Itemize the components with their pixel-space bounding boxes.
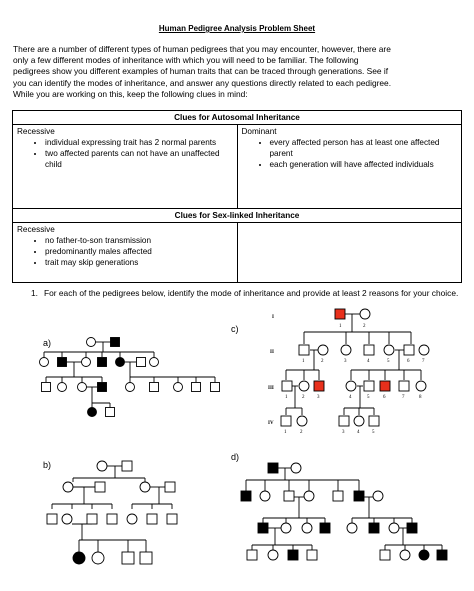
question-text: For each of the pedigrees below, identify the mode of inheritance and provide at least 2 reasons for your choice. (44, 288, 459, 298)
individual-number: 5 (372, 430, 375, 435)
pedigree-female-affected (116, 358, 125, 367)
individual-number: 7 (422, 359, 425, 364)
individual-number: 1 (302, 359, 305, 364)
intro-line: you can identify the modes of inheritance, and answer any questions directly related to each pedigree. (13, 77, 392, 88)
pedigree-male (339, 416, 349, 426)
pedigree-female (78, 383, 87, 392)
pedigree-b-label: b) (43, 460, 52, 470)
pedigree-female (347, 523, 357, 533)
pedigree-male-affected (241, 491, 251, 501)
pedigree-male-affected (437, 550, 447, 560)
pedigree-female (62, 514, 72, 524)
sexlinked-header: Clues for Sex-linked Inheritance (13, 209, 462, 223)
individual-number: 3 (342, 430, 345, 435)
generation-label: II (270, 350, 274, 355)
pedigree-male (380, 550, 390, 560)
pedigree-male (364, 381, 374, 391)
generation-label: IV (268, 421, 274, 426)
pedigree-female (87, 338, 96, 347)
pedigree-male (107, 514, 117, 524)
pedigree-female (373, 491, 383, 501)
pedigree-c-label: c) (231, 324, 239, 334)
clue-item: • two affected parents can not have an unaffected child (45, 148, 233, 170)
pedigree-female (63, 482, 73, 492)
individual-number: 4 (357, 430, 360, 435)
autosomal-header: Clues for Autosomal Inheritance (13, 111, 462, 125)
pedigree-b (47, 461, 177, 564)
pedigree-female (400, 550, 410, 560)
pedigree-female (318, 345, 328, 355)
pedigree-female (384, 345, 394, 355)
individual-number: 4 (349, 395, 352, 400)
generation-label: I (272, 315, 274, 320)
pedigree-male-affected (98, 358, 107, 367)
clue-item: • individual expressing trait has 2 normal parents (45, 137, 233, 148)
clue-item: • predominantly males affected (45, 246, 233, 257)
individual-number: 2 (300, 430, 303, 435)
pedigree-male-affected (369, 523, 379, 533)
pedigree-female (127, 514, 137, 524)
pedigree-male-affected (380, 381, 390, 391)
clue-item: • trait may skip generations (45, 257, 233, 268)
pedigree-female (299, 381, 309, 391)
pedigree-female (92, 552, 104, 564)
individual-number: 2 (363, 324, 366, 329)
pedigree-female (82, 358, 91, 367)
pedigree-female (126, 383, 135, 392)
pedigree-male (247, 550, 257, 560)
pedigree-male-affected (407, 523, 417, 533)
pedigree-female (260, 491, 270, 501)
pedigree-male (47, 514, 57, 524)
individual-number: 8 (419, 395, 422, 400)
pedigree-female (268, 550, 278, 560)
clue-item: • each generation will have affected individuals (270, 159, 458, 170)
pedigree-female (360, 309, 370, 319)
pedigree-male (192, 383, 201, 392)
intro-line: There are a number of different types of human pedigrees that you may encounter, however, there are (13, 44, 391, 54)
individual-number: 5 (387, 359, 390, 364)
individual-number: 1 (339, 324, 342, 329)
pedigree-male (364, 345, 374, 355)
pedigree-female-affected (419, 550, 429, 560)
pedigree-male-affected (354, 491, 364, 501)
pedigree-d-label: d) (231, 452, 240, 462)
pedigree-male (167, 514, 177, 524)
individual-number: 3 (317, 395, 320, 400)
individual-number: 6 (383, 395, 386, 400)
pedigree-male (284, 491, 294, 501)
pedigree-female (304, 491, 314, 501)
pedigree-female (291, 463, 301, 473)
intro-line: pedigrees show you different examples of human traits that can be traced through generations. See if (13, 66, 389, 77)
pedigree-male (122, 552, 134, 564)
pedigree-female (150, 358, 159, 367)
individual-number: 7 (402, 395, 405, 400)
clue-item: • no father-to-son transmission (45, 235, 233, 246)
sexlinked-recessive-title: Recessive (17, 225, 55, 234)
pedigree-a-label: a) (43, 338, 52, 348)
individual-number: 1 (284, 430, 287, 435)
pedigree-male (95, 482, 105, 492)
pedigree-male (42, 383, 51, 392)
individual-number: 4 (367, 359, 370, 364)
pedigree-male-affected (314, 381, 324, 391)
pedigree-female (416, 381, 426, 391)
pedigree-female-affected (73, 552, 85, 564)
question-number: 1. (31, 288, 38, 298)
pedigree-male (281, 416, 291, 426)
pedigree-male (333, 491, 343, 501)
pedigree-male-affected (58, 358, 67, 367)
pedigree-female (140, 482, 150, 492)
pedigree-female (302, 523, 312, 533)
pedigree-female (97, 461, 107, 471)
pedigree-male-affected (320, 523, 330, 533)
intro-line: While you are working on this, keep the following clues in mind: (13, 88, 248, 99)
pedigree-male (399, 381, 409, 391)
autosomal-dominant-title: Dominant (241, 127, 277, 136)
pedigree-male (369, 416, 379, 426)
individual-number: 2 (321, 359, 324, 364)
pedigree-female (40, 358, 49, 367)
pedigree-male (150, 383, 159, 392)
pedigree-male (137, 358, 146, 367)
pedigree-female (341, 345, 351, 355)
pedigree-female (419, 345, 429, 355)
generation-label: III (268, 386, 274, 391)
pedigree-c (281, 309, 429, 426)
pedigree-male-affected (98, 383, 107, 392)
pedigree-male-affected (258, 523, 268, 533)
individual-number: 2 (302, 395, 305, 400)
pedigree-female (297, 416, 307, 426)
pedigree-male (147, 514, 157, 524)
page-title: Human Pedigree Analysis Problem Sheet (158, 24, 316, 33)
pedigree-female (354, 416, 364, 426)
intro-line: only a few different modes of inheritance with which you will need to be familiar. The following (13, 55, 359, 66)
individual-number: 1 (285, 395, 288, 400)
pedigree-male (211, 383, 220, 392)
pedigree-d (241, 463, 447, 560)
individual-number: 6 (407, 359, 410, 364)
pedigree-female (174, 383, 183, 392)
individual-number: 3 (344, 359, 347, 364)
pedigree-male-affected (111, 338, 120, 347)
pedigree-female (346, 381, 356, 391)
clue-item: • every affected person has at least one affected parent (270, 137, 458, 159)
individual-number: 5 (367, 395, 370, 400)
pedigree-male (282, 381, 292, 391)
pedigree-male-affected (335, 309, 345, 319)
pedigree-male (87, 514, 97, 524)
pedigree-male-affected (288, 550, 298, 560)
pedigree-male (165, 482, 175, 492)
pedigree-female (281, 523, 291, 533)
pedigree-female (389, 523, 399, 533)
pedigree-female-affected (88, 408, 97, 417)
pedigree-a (40, 338, 220, 417)
pedigree-male (404, 345, 414, 355)
pedigree-male (140, 552, 152, 564)
autosomal-recessive-title: Recessive (17, 127, 55, 136)
pedigree-male (122, 461, 132, 471)
pedigree-male (307, 550, 317, 560)
pedigree-male (106, 408, 115, 417)
pedigree-female (58, 383, 67, 392)
pedigree-male-affected (268, 463, 278, 473)
pedigree-male (299, 345, 309, 355)
